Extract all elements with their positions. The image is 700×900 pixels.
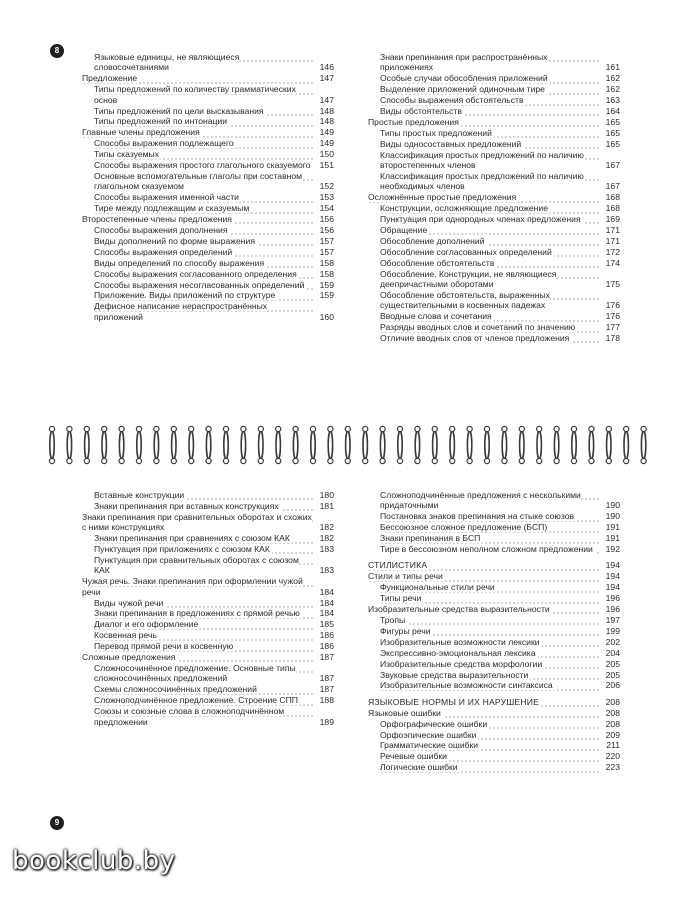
toc-entry-title: Виды обстоятельств: [380, 106, 462, 117]
toc-entry-title: Типы предложений по интонации: [94, 116, 228, 127]
toc-entry: [368, 192, 620, 202]
toc-entry: [82, 706, 334, 727]
toc-entry: [368, 511, 620, 521]
toc-entry-page: 176: [605, 311, 620, 322]
toc-entry: [368, 762, 620, 772]
toc-entry-page: 156: [319, 225, 334, 235]
toc-entry-page: 190: [605, 500, 620, 511]
toc-entry-title: Языковые ошибки: [368, 707, 441, 718]
toc-entry-title: Способы выражения дополнения: [94, 225, 228, 235]
toc-entry-page: 196: [605, 593, 620, 604]
toc-entry-title: Косвенная речь: [94, 630, 157, 641]
toc-entry: [82, 652, 334, 662]
toc-entry-title: Орфографические ошибки: [380, 718, 488, 729]
toc-entry: [368, 171, 620, 192]
toc-entry-page: 160: [319, 311, 334, 322]
toc-entry-title: Типы сказуемых: [94, 149, 160, 160]
toc-entry: [368, 214, 620, 224]
toc-entry-page: 158: [319, 257, 334, 268]
spiral-ring: [119, 426, 124, 463]
toc-entry: [82, 619, 334, 629]
toc-entry: [82, 149, 334, 159]
toc-entry-title: Союзы и союзные слова в сложноподчинённом предложении: [94, 706, 285, 727]
toc-entry: [368, 490, 620, 511]
spiral-ring: [519, 426, 524, 463]
toc-entry: [82, 192, 334, 202]
toc-entry-title: Обособление дополнений: [380, 235, 485, 246]
toc-entry-page: 165: [605, 116, 620, 127]
toc-entry-title: ЯЗЫКОВЫЕ НОРМЫ И ИХ НАРУШЕНИЕ: [368, 696, 540, 707]
toc-entry-page: 162: [605, 73, 620, 84]
bottom-page: [0, 470, 700, 870]
toc-entry-page: 152: [319, 181, 334, 192]
toc-entry: [368, 311, 620, 321]
toc-entry-title: Тире в бессоюзном неполном сложном предложении: [380, 544, 593, 555]
toc-entry-page: 168: [605, 192, 620, 203]
toc-entry-title: Изобразительные возможности синтаксиса: [380, 680, 553, 691]
toc-entry-title: Знаки препинания в БСП: [380, 533, 481, 544]
toc-entry-title: Знаки препинания при сравнительных оборотах и схожих с ними конструкциях: [82, 511, 312, 533]
toc-entry-title: Логические ошибки: [380, 762, 458, 773]
spiral-ring: [241, 426, 246, 463]
toc-entry: [82, 301, 334, 322]
spiral-ring: [554, 426, 559, 463]
spiral-ring: [606, 426, 611, 463]
toc-entry: [82, 663, 334, 684]
toc-entry: [82, 269, 334, 279]
toc-entry-title: Типы речи: [380, 593, 422, 604]
toc-entry-title: Сложные предложения: [82, 652, 176, 663]
toc-entry-page: 182: [319, 522, 334, 533]
toc-entry-page: 186: [319, 641, 334, 652]
spiral-ring: [397, 426, 402, 463]
toc-entry-title: Способы выражения определений: [94, 246, 233, 257]
spiral-ring: [49, 426, 54, 463]
toc-entry-page: 156: [319, 214, 334, 225]
toc-entry-title: Виды дополнений по форме выражения: [94, 235, 255, 246]
toc-entry-title: Классификация простых предложений по наличию необходимых членов: [380, 170, 584, 192]
watermark-text: bookclub.by: [12, 846, 176, 876]
toc-entry: [368, 544, 620, 554]
spiral-ring: [310, 426, 315, 463]
toc-entry: [368, 708, 620, 718]
toc-entry: [82, 641, 334, 651]
toc-entry-page: 197: [605, 614, 620, 625]
toc-entry-page: 189: [319, 716, 334, 727]
toc-entry-page: 164: [605, 106, 620, 117]
toc-entry-title: Схемы сложносочинённых предложений: [94, 684, 257, 695]
toc-entry-title: Способы выражения именной части: [94, 192, 239, 203]
toc-entry-title: Грамматические ошибки: [380, 740, 479, 751]
toc-entry-page: 178: [605, 333, 620, 344]
toc-entry-page: 205: [605, 669, 620, 680]
toc-entry: [368, 128, 620, 138]
toc-entry: [368, 236, 620, 246]
toc-entry-title: Языковые единицы, не являющиеся словосочетаниями: [94, 52, 240, 73]
toc-entry-page: 194: [605, 582, 620, 593]
toc-entry-page: 147: [319, 94, 334, 105]
toc-entry-title: Знаки препинания при распространённых приложениях: [380, 52, 548, 73]
toc-entry-page: 187: [319, 652, 334, 663]
toc-entry-page: 148: [319, 105, 334, 116]
toc-entry-title: Виды чужой речи: [94, 597, 164, 608]
toc-entry-title: Знаки препинания при сравнениях с союзом КАК: [94, 533, 290, 544]
toc-entry: [82, 73, 334, 83]
toc-entry-title: Изобразительные средства выразительности: [368, 604, 550, 615]
toc-entry: [368, 697, 620, 707]
toc-entry-title: Обращение: [380, 225, 428, 235]
toc-entry-page: 168: [605, 203, 620, 214]
toc-entry-page: 208: [605, 696, 620, 707]
spiral-ring: [432, 426, 437, 463]
toc-entry-page: 161: [605, 62, 620, 73]
toc-entry: [82, 512, 334, 533]
toc-entry-title: Второстепенные члены предложения: [82, 214, 232, 225]
toc-entry-title: Выделение приложений одиночным тире: [380, 84, 545, 95]
toc-entry: [82, 203, 334, 213]
toc-entry: [368, 84, 620, 94]
toc-entry-title: Конструкции, осложняющие предложение: [380, 203, 548, 214]
toc-entry: [368, 740, 620, 750]
toc-entry: [82, 127, 334, 137]
spiral-ring: [380, 426, 385, 463]
toc-column-left: [82, 52, 334, 323]
toc-entry-title: Тропы: [380, 614, 406, 625]
toc-entry-title: Вводные слова и сочетания: [380, 311, 492, 322]
toc-entry-title: Обособление согласованных определений: [380, 246, 552, 257]
toc-entry-title: Изобразительные средства морфологии: [380, 658, 543, 669]
toc-column-right: [368, 52, 620, 344]
toc-entry: [368, 730, 620, 740]
toc-entry-page: 211: [606, 740, 620, 751]
toc-entry-page: 194: [605, 560, 620, 571]
toc-entry-title: Особые случаи обособления приложений: [380, 73, 548, 84]
toc-entry: [368, 751, 620, 761]
spiral-ring: [624, 426, 629, 463]
toc-entry-page: 220: [605, 751, 620, 762]
toc-entry: [368, 203, 620, 213]
toc-entry-title: Способы выражения несогласованных определений: [94, 279, 305, 290]
toc-entry-title: Типы предложений по цели высказывания: [94, 105, 264, 116]
toc-entry-title: Обособление. Конструкции, не являющиеся деепричастными оборотами: [380, 268, 557, 290]
toc-entry: [82, 225, 334, 235]
toc-entry: [368, 322, 620, 332]
toc-entry-title: Знаки препинания при вставных конструкциях: [94, 500, 279, 511]
toc-entry-title: Осложнённые простые предложения: [368, 192, 517, 203]
toc-entry: [82, 544, 334, 554]
toc-entry-title: Дефисное написание нераспространённых приложений: [94, 301, 268, 322]
toc-entry: [82, 138, 334, 148]
toc-entry-page: 159: [319, 290, 334, 301]
toc-entry-title: Основные вспомогательные глаголы при составном глагольном сказуемом: [94, 170, 303, 192]
toc-entry-page: 149: [319, 138, 334, 149]
toc-entry-title: Речевые ошибки: [380, 751, 447, 762]
toc-entry: [368, 670, 620, 680]
toc-entry: [82, 106, 334, 116]
toc-column-right: [368, 490, 620, 773]
toc-entry-title: Пунктуация при однородных членах предложения: [380, 214, 581, 225]
toc-entry: [82, 598, 334, 608]
spiral-ring: [276, 426, 281, 463]
toc-entry: [82, 501, 334, 511]
toc-entry-title: Бессоюзное сложное предложение (БСП): [380, 522, 548, 533]
toc-entry-page: 202: [605, 636, 620, 647]
toc-entry-title: Экспрессивно-эмоциональная лексика: [380, 647, 536, 658]
toc-entry: [368, 615, 620, 625]
toc-entry-title: Пунктуация при сравнительных оборотах с союзом КАК: [94, 554, 299, 576]
toc-entry-page: 148: [319, 116, 334, 127]
toc-entry-page: 165: [605, 138, 620, 149]
toc-entry: [368, 247, 620, 257]
toc-entry: [82, 555, 334, 576]
toc-entry-page: 190: [605, 511, 620, 522]
toc-entry: [82, 214, 334, 224]
toc-entry-page: 174: [605, 257, 620, 268]
toc-entry: [82, 576, 334, 597]
toc-entry: [82, 236, 334, 246]
spiral-ring: [223, 426, 228, 463]
toc-entry-title: Тире между подлежащим и сказуемым: [94, 203, 250, 214]
spiral-ring: [136, 426, 141, 463]
toc-entry-title: Типы простых предложений: [380, 127, 492, 138]
toc-entry-page: 183: [319, 565, 334, 576]
toc-entry: [82, 280, 334, 290]
toc-entry-title: Разряды вводных слов и сочетаний по значению: [380, 322, 576, 333]
toc-entry-title: Обособление обстоятельств: [380, 257, 495, 268]
toc-entry: [82, 695, 334, 705]
toc-entry: [368, 52, 620, 73]
toc-entry: [82, 290, 334, 300]
spiral-ring: [589, 426, 594, 463]
toc-entry-title: Орфоэпические ошибки: [380, 729, 477, 740]
toc-entry-page: 185: [319, 619, 334, 630]
page-number-badge: 9: [50, 816, 64, 830]
toc-entry: [368, 533, 620, 543]
spiral-ring: [206, 426, 211, 463]
toc-entry: [82, 171, 334, 192]
toc-entry-page: 171: [605, 235, 620, 246]
toc-entry-page: 169: [605, 214, 620, 225]
toc-entry-title: Вставные конструкции: [94, 490, 185, 500]
toc-entry-page: 208: [605, 707, 620, 718]
toc-entry-page: 199: [605, 625, 620, 636]
toc-entry: [368, 560, 620, 570]
toc-entry: [368, 626, 620, 636]
toc-entry-title: Способы выражения простого глагольного сказуемого: [94, 160, 311, 171]
toc-entry-page: 162: [605, 84, 620, 95]
toc-entry-title: Сложноподчинённое предложение. Строение СПП: [94, 695, 298, 706]
toc-entry-page: 206: [605, 680, 620, 691]
toc-entry-page: 184: [319, 597, 334, 608]
toc-entry: [368, 150, 620, 171]
toc-entry: [368, 333, 620, 343]
toc-entry-title: Предложение: [82, 73, 138, 84]
toc-entry-page: 191: [605, 533, 620, 544]
toc-entry: [82, 490, 334, 500]
toc-entry-title: Виды определений по способу выражения: [94, 257, 265, 268]
toc-entry-title: Способы выражения подлежащего: [94, 138, 234, 149]
toc-entry-title: Функциональные стили речи: [380, 582, 495, 593]
toc-entry: [368, 593, 620, 603]
toc-entry-page: 157: [319, 235, 334, 246]
toc-entry-page: 187: [319, 684, 334, 695]
spiral-ring: [484, 426, 489, 463]
toc-entry-title: Способы выражения согласованного определения: [94, 268, 297, 279]
toc-entry: [82, 533, 334, 543]
toc-entry-title: Сложносочинённое предложение. Основные типы сложносочинённых предложений: [94, 663, 296, 684]
toc-entry-title: Знаки препинания в предложениях с прямой речью: [94, 608, 300, 619]
toc-entry-title: Обособление обстоятельств, выраженных существительными в косвенных падежах: [380, 289, 550, 311]
toc-entry-page: 196: [605, 604, 620, 615]
toc-entry: [368, 604, 620, 614]
spiral-ring: [415, 426, 420, 463]
toc-entry-page: 192: [605, 544, 620, 555]
spiral-ring: [84, 426, 89, 463]
spiral-ring: [467, 426, 472, 463]
toc-entry-page: 167: [605, 181, 620, 192]
toc-entry-page: 165: [605, 127, 620, 138]
toc-entry: [368, 225, 620, 235]
toc-entry-page: 181: [319, 500, 334, 511]
toc-entry-title: Чужая речь. Знаки препинания при оформлении чужой речи: [82, 576, 303, 597]
toc-entry-page: 177: [605, 322, 620, 333]
spiral-ring: [502, 426, 507, 463]
toc-entry-title: Виды односоставных предложений: [380, 138, 522, 149]
toc-entry-title: Приложение. Виды приложений по структуре: [94, 290, 276, 301]
toc-entry-page: 187: [319, 673, 334, 684]
top-page: [0, 0, 700, 420]
toc-entry-page: 188: [319, 695, 334, 706]
toc-entry: [368, 95, 620, 105]
spiral-ring: [258, 426, 263, 463]
toc-entry: [82, 116, 334, 126]
toc-entry: [368, 258, 620, 268]
spiral-ring: [450, 426, 455, 463]
toc-entry-title: Изобразительные возможности лексики: [380, 636, 540, 647]
toc-entry-title: СТИЛИСТИКА: [368, 560, 428, 571]
toc-entry-page: 176: [605, 300, 620, 311]
toc-entry-title: Стили и типы речи: [368, 571, 443, 582]
toc-entry: [368, 648, 620, 658]
spiral-ring: [293, 426, 298, 463]
toc-entry-page: 158: [319, 268, 334, 279]
toc-entry-title: Звуковые средства выразительности: [380, 669, 529, 680]
spiral-ring: [571, 426, 576, 463]
toc-entry-page: 223: [605, 762, 620, 773]
toc-entry-title: Диалог и его оформление: [94, 619, 199, 630]
spiral-ring: [171, 426, 176, 463]
toc-entry: [368, 637, 620, 647]
toc-entry: [368, 73, 620, 83]
toc-entry-title: Типы предложений по количеству грамматических основ: [94, 84, 296, 105]
toc-entry-page: 180: [319, 490, 334, 500]
toc-entry-title: Перевод прямой речи в косвенную: [94, 641, 234, 652]
toc-entry-page: 184: [319, 608, 334, 619]
spiral-ring: [641, 426, 646, 463]
spiral-ring: [154, 426, 159, 463]
toc-entry-title: Сложноподчинённые предложения с несколькими придаточными: [380, 490, 581, 511]
toc-entry: [368, 582, 620, 592]
toc-entry-page: 159: [319, 279, 334, 290]
toc-entry: [82, 684, 334, 694]
toc-entry: [368, 719, 620, 729]
toc-entry: [368, 680, 620, 690]
spiral-binding: [0, 420, 700, 470]
toc-entry: [368, 659, 620, 669]
toc-entry-page: 204: [605, 647, 620, 658]
toc-entry-page: 175: [605, 279, 620, 290]
toc-entry: [368, 139, 620, 149]
toc-entry-page: 183: [319, 544, 334, 555]
toc-entry-page: 151: [319, 160, 334, 171]
toc-entry: [368, 522, 620, 532]
toc-entry: [368, 269, 620, 290]
toc-entry-page: 154: [319, 203, 334, 214]
toc-entry: [82, 84, 334, 105]
toc-entry-page: 184: [319, 586, 334, 597]
toc-entry: [368, 290, 620, 311]
toc-entry-page: 191: [605, 522, 620, 533]
toc-entry-title: Классификация простых предложений по наличию второстепенных членов: [380, 149, 584, 171]
toc-entry-title: Постановка знаков препинания на стыке союзов: [380, 511, 575, 522]
spiral-ring: [67, 426, 72, 463]
toc-entry: [82, 258, 334, 268]
page-number-badge: 8: [50, 44, 64, 58]
toc-entry-page: 150: [319, 149, 334, 160]
toc-entry: [368, 106, 620, 116]
toc-entry-page: 157: [319, 246, 334, 257]
toc-entry-page: 147: [319, 73, 334, 84]
toc-entry-page: 205: [605, 658, 620, 669]
toc-entry: [82, 608, 334, 618]
toc-entry: [368, 571, 620, 581]
toc-entry-page: 182: [319, 533, 334, 544]
toc-entry-page: 163: [605, 95, 620, 106]
spiral-ring: [328, 426, 333, 463]
toc-entry-page: 153: [319, 192, 334, 203]
toc-entry-page: 171: [605, 225, 620, 235]
toc-entry: [82, 630, 334, 640]
toc-entry-page: 167: [605, 160, 620, 171]
toc-entry-title: Отличие вводных слов от членов предложения: [380, 333, 570, 344]
toc-entry-page: 146: [319, 62, 334, 73]
toc-column-left: [82, 490, 334, 727]
toc-entry-page: 186: [319, 630, 334, 641]
toc-entry: [82, 160, 334, 170]
spiral-ring: [363, 426, 368, 463]
toc-entry: [82, 247, 334, 257]
toc-entry-page: 194: [605, 571, 620, 582]
spiral-ring: [537, 426, 542, 463]
toc-entry-title: Простые предложения: [368, 116, 459, 127]
toc-entry-title: Главные члены предложения: [82, 127, 200, 138]
spiral-ring: [345, 426, 350, 463]
toc-entry-page: 149: [319, 127, 334, 138]
spiral-ring: [102, 426, 107, 463]
toc-entry: [368, 117, 620, 127]
toc-entry-page: 172: [605, 246, 620, 257]
spiral-ring: [189, 426, 194, 463]
toc-entry-title: Фигуры речи: [380, 625, 431, 636]
toc-entry-page: 209: [605, 729, 620, 740]
toc-entry-title: Пунктуация при приложениях с союзом КАК: [94, 544, 270, 555]
toc-entry-title: Способы выражения обстоятельств: [380, 95, 524, 106]
toc-entry-page: 208: [605, 718, 620, 729]
toc-entry: [82, 52, 334, 73]
